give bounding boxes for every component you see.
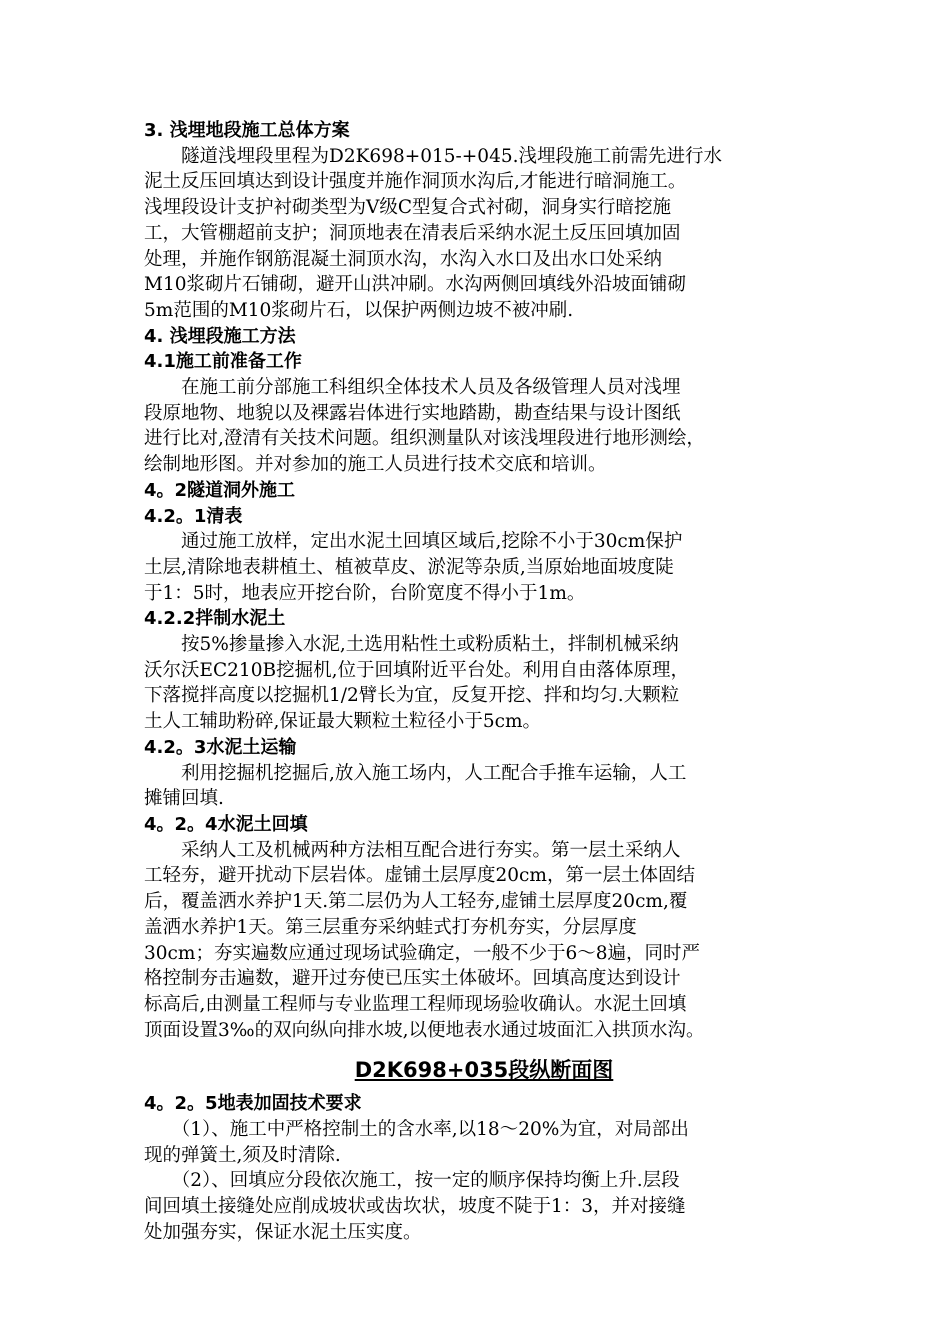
paragraph-line: 利用挖掘机挖掘后,放入施工场内，人工配合手推车运输，人工 (144, 762, 687, 784)
section-heading: 4. 浅埋段施工方法 (144, 325, 296, 347)
paragraph-line: 按5%掺量掺入水泥,土选用粘性土或粉质粘土，拌制机械采纳 (144, 634, 679, 656)
paragraph-line: 于1：5时，地表应开挖台阶，台阶宽度不得小于1m。 (144, 582, 586, 604)
body-paragraph (144, 144, 824, 324)
paragraph-line: 5m范围的M10浆砌片石，以保护两侧边坡不被冲刷. (144, 299, 574, 321)
paragraph-line: 沃尔沃EC210B挖掘机,位于回填附近平台处。利用自由落体原理， (144, 659, 689, 681)
body-paragraph (144, 529, 824, 606)
section-heading: 3. 浅埋地段施工总体方案 (144, 120, 350, 141)
paragraph-line: 30cm；夯实遍数应通过现场试验确定，一般不少于6～8遍，同时严 (144, 942, 700, 964)
paragraph-line: 工，大管棚超前支护；洞顶地表在清表后采纳水泥土反压回填加固 (144, 222, 681, 244)
paragraph-line: 浅埋段设计支护衬砌类型为Ⅴ级C型复合式衬砌，洞身实行暗挖施 (144, 197, 672, 219)
section-heading: 4.2.2拌制水泥土 (144, 608, 286, 630)
paragraph-line: 盖洒水养护1天。第三层重夯采纳蛙式打夯机夯实，分层厚度 (144, 916, 637, 938)
body-paragraph (144, 838, 824, 1044)
paragraph-line: M10浆砌片石铺砌，避开山洪冲刷。水沟两侧回填线外沿坡面铺砌 (144, 274, 686, 296)
body-paragraph (144, 375, 824, 478)
body-paragraph (144, 1168, 824, 1245)
figure-title: D2K698+035段纵断面图 (354, 1058, 614, 1083)
section-heading: 4。2。4水泥土回填 (144, 813, 308, 835)
paragraph-line: 摊铺回填. (144, 788, 224, 810)
paragraph-line: 采纳人工及机械两种方法相互配合进行夯实。第一层土采纳人 (144, 839, 681, 861)
paragraph-line: 隧道浅埋段里程为D2K698+015-+045.浅埋段施工前需先进行水 (144, 145, 722, 167)
body-paragraph (144, 1117, 824, 1168)
paragraph-line: 土层,清除地表耕植土、植被草皮、淤泥等杂质,当原始地面坡度陡 (144, 556, 674, 578)
document-page (144, 118, 824, 1246)
paragraph-line: 段原地物、地貌以及裸露岩体进行实地踏勘，勘查结果与设计图纸 (144, 402, 681, 424)
paragraph-line: 处理，并施作钢筋混凝土洞顶水沟，水沟入水口及出水口处采纳 (144, 248, 663, 270)
paragraph-line: 处加强夯实，保证水泥土压实度。 (144, 1221, 422, 1243)
paragraph-line: 进行比对,澄清有关技术问题。组织测量队对该浅埋段进行地形测绘， (144, 428, 705, 450)
body-paragraph (144, 761, 824, 812)
paragraph-line: 现的弹簧土,须及时清除. (144, 1144, 341, 1166)
paragraph-line: 后，覆盖洒水养护1天.第二层仍为人工轻夯,虚铺土层厚度20cm,覆 (144, 891, 688, 913)
paragraph-line: （1）、施工中严格控制土的含水率,以18～20%为宜，对局部出 (144, 1119, 689, 1141)
paragraph-line: 泥土反压回填达到设计强度并施作洞顶水沟后,才能进行暗洞施工。 (144, 171, 687, 193)
paragraph-line: 下落搅拌高度以挖掘机1/2臂长为宜，反复开挖、拌和均匀.大颗粒 (144, 685, 680, 707)
paragraph-line: 标高后,由测量工程师与专业监理工程师现场验收确认。水泥土回填 (144, 993, 687, 1015)
paragraph-line: 工轻夯，避开扰动下层岩体。虚铺土层厚度20cm，第一层土体固结 (144, 865, 695, 887)
section-heading: 4.2。1清表 (144, 505, 243, 527)
section-heading: 4。2。5地表加固技术要求 (144, 1093, 362, 1115)
paragraph-line: 在施工前分部施工科组织全体技术人员及各级管理人员对浅埋 (144, 377, 681, 399)
paragraph-line: 土人工辅助粉碎,保证最大颗粒土粒径小于5cm。 (144, 711, 542, 733)
paragraph-line: 通过施工放样，定出水泥土回填区域后,挖除不小于30cm保护 (144, 531, 683, 553)
section-heading: 4.2。3水泥土运输 (144, 736, 297, 758)
paragraph-line: 绘制地形图。并对参加的施工人员进行技术交底和培训。 (144, 454, 607, 476)
paragraph-line: 间回填土接缝处应削成坡状或齿坎状，坡度不陡于1：3，并对接缝 (144, 1196, 686, 1218)
section-heading: 4。2隧道洞外施工 (144, 479, 296, 501)
paragraph-line: （2）、回填应分段依次施工，按一定的顺序保持均衡上升.层段 (144, 1170, 680, 1192)
paragraph-line: 顶面设置3‰的双向纵向排水坡,以便地表水通过坡面汇入拱顶水沟。 (144, 1019, 705, 1041)
paragraph-line: 格控制夯击遍数，避开过夯使已压实土体破坏。回填高度达到设计 (144, 968, 681, 990)
section-heading: 4.1施工前准备工作 (144, 351, 302, 373)
body-paragraph (144, 632, 824, 735)
